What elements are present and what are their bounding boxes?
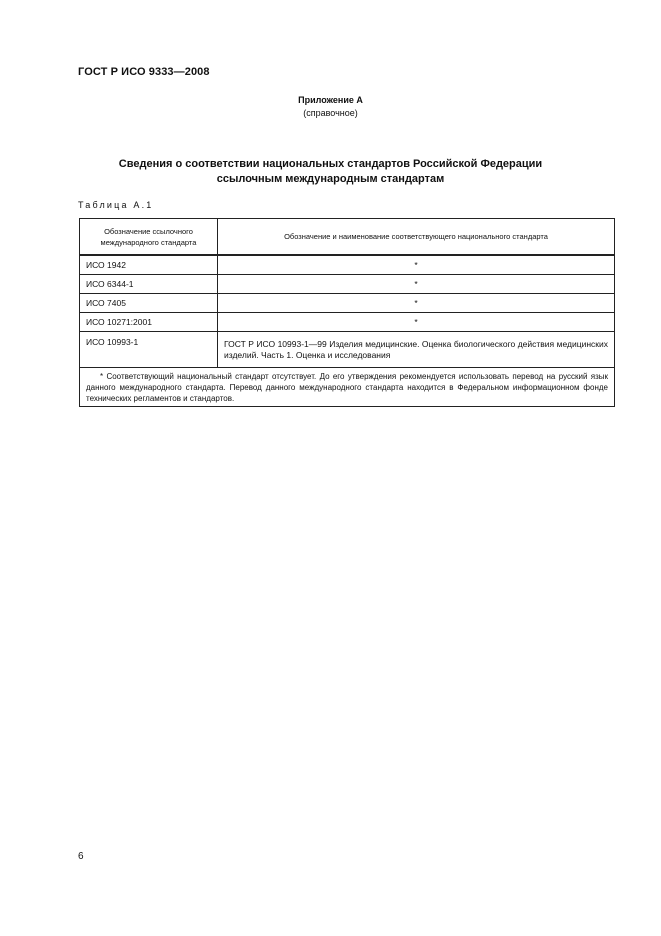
table-header-row xyxy=(80,219,615,256)
footnote-text: * Соответствующий национальный стандарт отсутствует. До его утверждения рекомендуется использовать перевод на русский язык данного международного стандарта. Перевод данного международного стандарта находится в Федеральном информационном фонде технических регламентов и стандартов. xyxy=(86,371,608,403)
table-row xyxy=(80,294,615,313)
table-row xyxy=(80,332,615,368)
annex-title: Приложение А xyxy=(298,95,363,105)
table-footnote-row xyxy=(80,368,615,407)
table-caption: Таблица А.1 xyxy=(78,200,154,210)
national-cell: * xyxy=(218,255,615,275)
national-cell: * xyxy=(218,275,615,294)
national-cell: * xyxy=(218,313,615,332)
ref-cell: ИСО 1942 xyxy=(80,255,218,275)
table-row xyxy=(80,275,615,294)
ref-cell: ИСО 10993-1 xyxy=(80,332,218,368)
national-cell: ГОСТ Р ИСО 10993-1—99 Изделия медицинские. Оценка биологического действия медицинских изделий. Часть 1. Оценка и исследования xyxy=(218,332,615,368)
ref-cell: ИСО 6344-1 xyxy=(80,275,218,294)
table-row xyxy=(80,255,615,275)
document-code: ГОСТ Р ИСО 9333—2008 xyxy=(78,66,210,78)
annex-type: (справочное) xyxy=(303,108,358,118)
ref-cell: ИСО 10271:2001 xyxy=(80,313,218,332)
header-ref-standard: Обозначение ссылочного международного стандарта xyxy=(80,219,218,256)
table-footnote xyxy=(80,368,615,407)
ref-cell: ИСО 7405 xyxy=(80,294,218,313)
section-heading-line2: ссылочным международным стандартам xyxy=(216,173,445,185)
page-number: 6 xyxy=(78,851,84,862)
header-national-standard: Обозначение и наименование соответствующего национального стандарта xyxy=(218,219,615,256)
table-row xyxy=(80,313,615,332)
standards-table xyxy=(79,218,615,407)
national-cell: * xyxy=(218,294,615,313)
section-heading-line1: Сведения о соответствии национальных стандартов Российской Федерации xyxy=(118,158,543,170)
